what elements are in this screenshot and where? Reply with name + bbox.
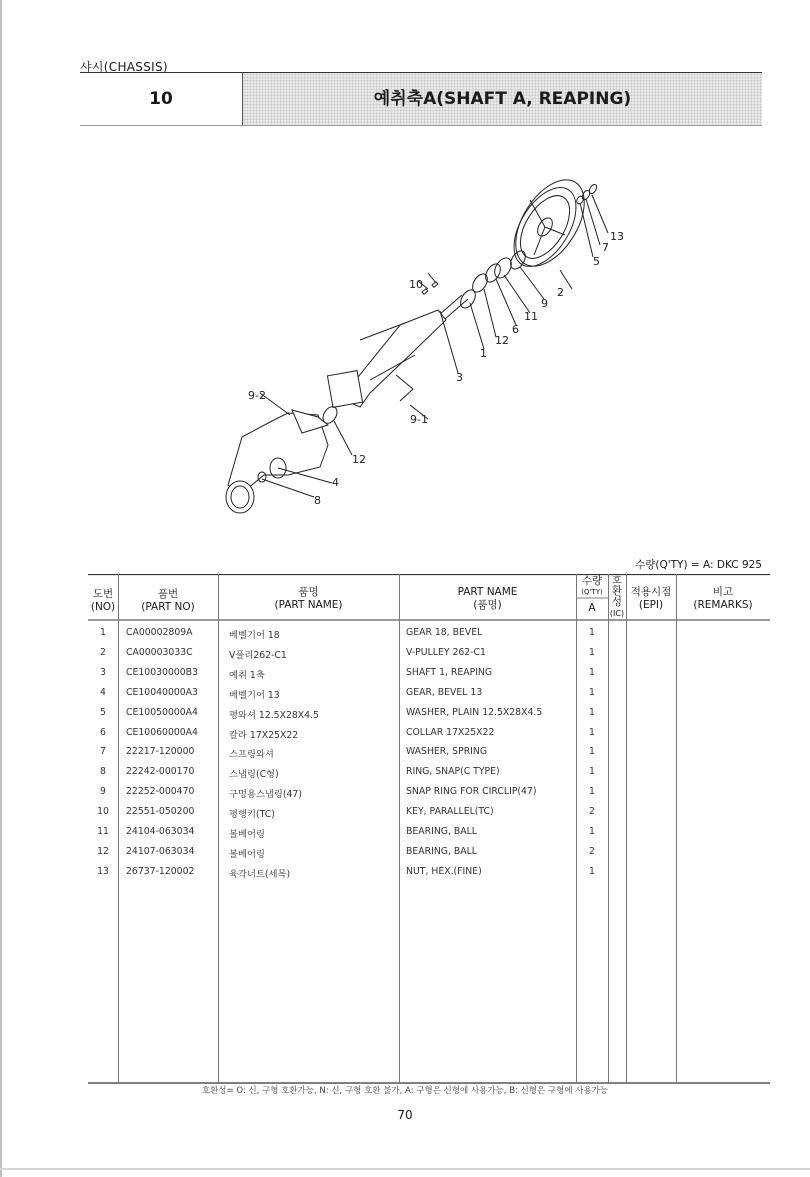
cell-qty: 2 xyxy=(589,845,595,857)
callout-6: 6 xyxy=(512,323,519,336)
header-no: 도번 (NO) xyxy=(90,588,116,613)
cell-part-no: CA00003033C xyxy=(126,646,193,658)
cell-name-en: SHAFT 1, REAPING xyxy=(406,666,493,678)
scan-edge xyxy=(0,0,2,1177)
cell-qty: 1 xyxy=(589,706,595,718)
scan-edge-bottom xyxy=(0,1168,810,1170)
col-divider xyxy=(626,574,627,1084)
cell-qty: 2 xyxy=(589,806,595,818)
cell-part-no: CA00002809A xyxy=(126,627,193,638)
cell-part-no: 22242-000170 xyxy=(126,766,195,778)
callout-1: 1 xyxy=(480,347,487,360)
cell-qty: 1 xyxy=(589,826,595,837)
cell-name-kr: 볼베어링 xyxy=(229,848,265,860)
cell-name-en: KEY, PARALLEL(TC) xyxy=(406,806,494,818)
page-title: 예취축A(SHAFT A, REAPING) xyxy=(243,73,762,125)
cell-part-no: CE10040000A3 xyxy=(126,686,198,698)
header-part-name-en: PART NAME (품명) xyxy=(457,586,518,611)
cell-name-en: WASHER, PLAIN 12.5X28X4.5 xyxy=(406,706,543,718)
qty-note: 수량(Q'TY) = A: DKC 925 xyxy=(635,559,762,571)
cell-name-en: WASHER, SPRING xyxy=(406,746,488,758)
callout-9-2: 9-2 xyxy=(248,389,266,402)
callout-9-1: 9-1 xyxy=(410,413,428,426)
header-qty: 수량 (Q'TY) A xyxy=(581,575,603,614)
cell-name-kr: 육각너트(세목) xyxy=(229,868,291,880)
cell-no: 13 xyxy=(97,865,109,877)
cell-name-en: GEAR, BEVEL 13 xyxy=(406,686,483,698)
cell-name-kr: 구멍용스냅링(47) xyxy=(229,789,302,801)
header-part-no: 품번 (PART NO) xyxy=(141,588,195,613)
cell-part-no: CE10050000A4 xyxy=(126,706,198,718)
cell-name-kr: 평행키(TC) xyxy=(229,809,275,821)
cell-name-kr: 예취 1축 xyxy=(229,669,265,681)
col-divider xyxy=(118,574,119,1084)
cell-qty: 1 xyxy=(589,865,595,877)
cell-name-en: RING, SNAP(C TYPE) xyxy=(406,766,500,778)
callout-9: 9 xyxy=(541,297,548,310)
callout-3: 3 xyxy=(456,371,463,384)
cell-qty: 1 xyxy=(589,646,595,658)
cell-no: 1 xyxy=(100,627,106,638)
cell-name-kr: 볼베어링 xyxy=(229,829,265,840)
callout-12-lower: 12 xyxy=(352,453,366,466)
cell-part-no: 22551-050200 xyxy=(126,806,195,818)
callout-2: 2 xyxy=(557,286,564,299)
cell-no: 5 xyxy=(100,706,106,718)
cell-qty: 1 xyxy=(589,746,595,758)
page-section-number: 10 xyxy=(149,89,173,109)
cell-name-kr: 베벨기어 18 xyxy=(229,630,280,641)
callout-12-upper: 12 xyxy=(495,334,509,347)
cell-qty: 1 xyxy=(589,786,595,798)
cell-part-no: 22217-120000 xyxy=(126,746,195,758)
cell-no: 3 xyxy=(100,666,106,678)
cell-no: 11 xyxy=(97,826,109,837)
cell-name-kr: 스냅링(C형) xyxy=(229,769,279,781)
cell-name-kr: 평와셔 12.5X28X4.5 xyxy=(229,709,319,721)
cell-name-en: BEARING, BALL xyxy=(406,826,477,837)
cell-name-en: SNAP RING FOR CIRCLIP(47) xyxy=(406,786,537,798)
cell-part-no: 26737-120002 xyxy=(126,865,195,877)
cell-part-no: CE10030000B3 xyxy=(126,666,198,678)
callout-11: 11 xyxy=(524,310,538,323)
cell-part-no: 24104-063034 xyxy=(126,826,195,837)
compatibility-legend: 호환성= O: 신, 구형 호환가능, N: 신, 구형 호환 불가, A: 구형은 신형에 사용가능, B: 신형은 구형에 사용가능 xyxy=(201,1086,609,1096)
cell-name-kr: 스프링와셔 xyxy=(229,749,274,761)
parts-table xyxy=(88,574,770,1084)
cell-part-no: 22252-000470 xyxy=(126,786,195,798)
cell-no: 9 xyxy=(100,786,106,798)
page-number: 70 xyxy=(397,1108,413,1122)
cell-name-en: COLLAR 17X25X22 xyxy=(406,726,495,738)
col-divider xyxy=(399,574,400,1084)
cell-part-no: 24107-063034 xyxy=(126,845,195,857)
cell-qty: 1 xyxy=(589,666,595,678)
cell-no: 2 xyxy=(100,646,106,658)
cell-qty: 1 xyxy=(589,627,595,638)
exploded-parts-diagram xyxy=(200,175,660,520)
cell-name-en: NUT, HEX.(FINE) xyxy=(406,865,482,877)
header-ic: 호 환 성 (IC) xyxy=(609,574,625,618)
callout-4: 4 xyxy=(332,476,339,489)
cell-no: 6 xyxy=(100,726,106,738)
header-part-name-kr: 품명 (PART NAME) xyxy=(274,586,343,611)
cell-name-en: BEARING, BALL xyxy=(406,845,477,857)
cell-no: 12 xyxy=(97,845,109,857)
cell-qty: 1 xyxy=(589,726,595,738)
header-epi: 적용시점 (EPI) xyxy=(630,586,672,611)
cell-no: 7 xyxy=(100,746,106,758)
title-bar xyxy=(80,72,762,126)
cell-qty: 1 xyxy=(589,766,595,778)
cell-no: 10 xyxy=(97,806,109,818)
callout-13: 13 xyxy=(610,230,624,243)
callout-5: 5 xyxy=(593,255,600,268)
cell-name-kr: 칼라 17X25X22 xyxy=(229,729,299,741)
header-remarks: 비고 (REMARKS) xyxy=(693,586,753,611)
cell-no: 8 xyxy=(100,766,106,778)
col-divider xyxy=(608,574,609,1084)
cell-name-kr: V풀리262-C1 xyxy=(229,649,287,661)
cell-name-en: V-PULLEY 262-C1 xyxy=(406,646,486,658)
cell-name-en: GEAR 18, BEVEL xyxy=(406,627,483,638)
cell-name-kr: 베벨기어 13 xyxy=(229,689,280,701)
callout-10: 10 xyxy=(409,278,423,291)
callout-8: 8 xyxy=(314,494,321,507)
cell-qty: 1 xyxy=(589,686,595,698)
cell-no: 4 xyxy=(100,686,106,698)
col-divider xyxy=(676,574,677,1084)
callout-7: 7 xyxy=(602,241,609,254)
section-label: 샤시(CHASSIS) xyxy=(80,60,168,74)
cell-part-no: CE10060000A4 xyxy=(126,726,198,738)
